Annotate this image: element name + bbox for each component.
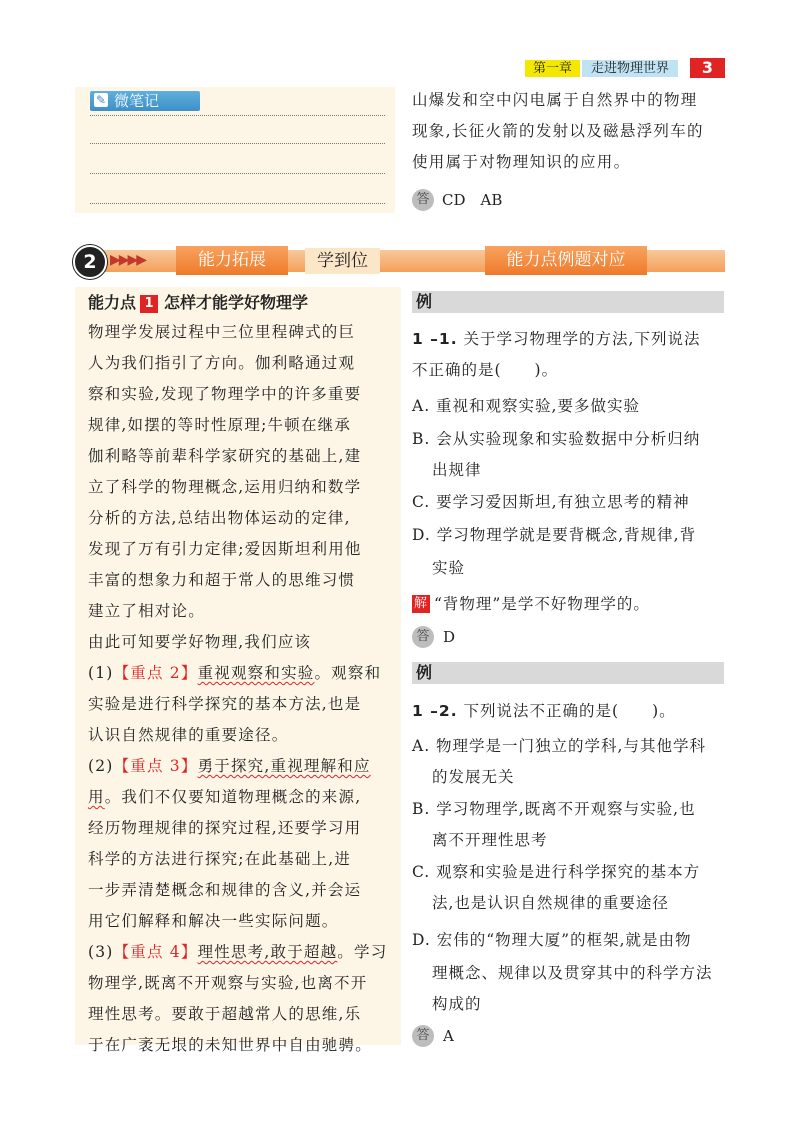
- example-bar: [412, 291, 724, 313]
- option-d-cont: 理概念、规律以及贯穿其中的科学方法: [432, 964, 713, 982]
- option-a: A. 物理学是一门独立的学科,与其他学科: [412, 737, 706, 755]
- kp-title-cont: 用: [88, 788, 105, 806]
- section-tag-learn: 学到位: [305, 248, 380, 274]
- explanation: [412, 592, 730, 614]
- key-point-4: [88, 940, 393, 962]
- pencil-note-icon: ✎: [95, 93, 107, 107]
- paragraph-line: 实验是进行科学探究的基本方法,也是: [88, 695, 362, 713]
- answer-badge: 答: [412, 189, 434, 211]
- question-number: 1 –1.: [412, 330, 458, 348]
- text-line: 山爆发和空中闪电属于自然界中的物理: [412, 91, 698, 109]
- paragraph-line: 察和实验,发现了物理学中的许多重要: [88, 385, 362, 403]
- ability-point-heading: 怎样才能学好物理学: [164, 293, 309, 312]
- option-b: B. 会从实验现象和实验数据中分析归纳: [412, 430, 701, 448]
- paragraph-line: 人为我们指引了方向。伽利略通过观: [88, 354, 356, 372]
- example-label: 例: [416, 292, 433, 311]
- explain-text: “背物理”是学不好物理学的。: [434, 595, 650, 613]
- ability-point-title: [88, 292, 308, 314]
- option-b-cont: 出规律: [432, 461, 482, 479]
- kp-tag: 【重点 4】: [113, 943, 198, 961]
- ability-point-prefix: 能力点: [88, 293, 137, 312]
- paragraph-line: [88, 785, 393, 807]
- question-text: 下列说法不正确的是( )。: [463, 702, 676, 720]
- section-number: 2: [73, 245, 107, 279]
- answer-text: D: [443, 628, 456, 646]
- kp-title: 勇于探究,重视理解和应: [197, 757, 371, 775]
- paragraph-line: 规律,如摆的等时性原理;牛顿在继承: [88, 416, 352, 434]
- notes-label: 微笔记: [114, 92, 160, 110]
- option-c-cont: 法,也是认识自然规律的重要途径: [432, 894, 669, 912]
- option-b-cont: 离不开理性思考: [432, 831, 548, 849]
- paragraph-line: 一步弄清楚概念和规律的含义,并会运: [88, 881, 362, 899]
- paragraph-line: 建立了相对论。: [88, 602, 205, 620]
- kp-num: (3): [88, 943, 114, 961]
- answer-text: CD AB: [442, 191, 503, 209]
- kp-tag: 【重点 2】: [113, 664, 198, 682]
- page-number: 3: [690, 58, 725, 78]
- question-text: 关于学习物理学的方法,下列说法: [463, 330, 701, 348]
- option-d: D. 宏伟的“物理大厦”的框架,就是由物: [412, 931, 692, 949]
- answer-badge: 答: [412, 626, 434, 648]
- option-d-cont: 构成的: [432, 995, 482, 1013]
- kp-rest: 。学习: [337, 943, 388, 961]
- kp-title: 重视观察和实验: [197, 664, 315, 682]
- option-d: D. 学习物理学就是要背概念,背规律,背: [412, 526, 697, 544]
- option-a-cont: 的发展无关: [432, 768, 515, 786]
- answer-badge: 答: [412, 1025, 434, 1047]
- paragraph-line: 物理学,既离不开观察与实验,也离不开: [88, 974, 368, 992]
- text-line: 现象,长征火箭的发射以及磁悬浮列车的: [412, 122, 704, 140]
- option-b: B. 学习物理学,既离不开观察与实验,也: [412, 800, 696, 818]
- example-label: 例: [416, 663, 433, 682]
- chapter-label: 第一章: [532, 61, 572, 76]
- option-a: A. 重视和观察实验,要多做实验: [412, 397, 640, 415]
- example-bar: [412, 662, 724, 684]
- chapter-title: 走进物理世界: [582, 60, 678, 77]
- note-line[interactable]: [90, 143, 385, 144]
- paragraph-line: 分析的方法,总结出物体运动的定律,: [88, 509, 351, 527]
- paragraph-line: 科学的方法进行探究;在此基础上,进: [88, 850, 352, 868]
- paragraph-line: 由此可知要学好物理,我们应该: [88, 633, 312, 651]
- option-d-cont: 实验: [432, 559, 466, 577]
- key-point-2: [88, 661, 393, 683]
- paragraph-line: 丰富的想象力和超于常人的思维习惯: [88, 571, 356, 589]
- question-number: 1 –2.: [412, 702, 458, 720]
- explain-badge: 解: [413, 596, 428, 611]
- ability-point-number: 1: [140, 295, 158, 313]
- kp-title: 理性思考,敢于超越: [197, 943, 338, 961]
- paragraph-line: 伽利略等前辈科学家研究的基础上,建: [88, 447, 362, 465]
- section-tag-examples: 能力点例题对应: [485, 246, 647, 275]
- text-line: 使用属于对物理知识的应用。: [412, 153, 631, 171]
- paragraph-line: 理性思考。要敢于超越常人的思维,乐: [88, 1005, 362, 1023]
- option-c: C. 观察和实验是进行科学探究的基本方: [412, 863, 701, 881]
- arrows-icon: ▶▶▶▶: [110, 252, 146, 268]
- key-point-3: [88, 754, 393, 776]
- paragraph-line: 经历物理规律的探究过程,还要学习用: [88, 819, 362, 837]
- option-c: C. 要学习爱因斯坦,有独立思考的精神: [412, 493, 690, 511]
- section-tag-ability: 能力拓展: [176, 246, 288, 275]
- note-line[interactable]: [90, 115, 385, 116]
- kp-num: (2): [88, 757, 114, 775]
- kp-tag: 【重点 3】: [113, 757, 198, 775]
- kp-rest: 。我们不仅要知道物理概念的来源,: [104, 788, 362, 806]
- paragraph-line: 物理学发展过程中三位里程碑式的巨: [88, 323, 356, 341]
- kp-num: (1): [88, 664, 114, 682]
- paragraph-line: 发现了万有引力定律;爱因斯坦利用他: [88, 540, 362, 558]
- paragraph-line: 用它们解释和解决一些实际问题。: [88, 912, 339, 930]
- question-line: [412, 327, 730, 349]
- note-line[interactable]: [90, 173, 385, 174]
- question-line: 不正确的是( )。: [412, 361, 559, 379]
- paragraph-line: 认识自然规律的重要途径。: [88, 726, 289, 744]
- note-line[interactable]: [90, 203, 385, 204]
- paragraph-line: 于在广袤无垠的未知世界中自由驰骋。: [88, 1036, 372, 1054]
- answer-text: A: [443, 1027, 454, 1045]
- paragraph-line: 立了科学的物理概念,运用归纳和数学: [88, 478, 362, 496]
- kp-rest: 。观察和: [314, 664, 382, 682]
- question-line: [412, 699, 730, 721]
